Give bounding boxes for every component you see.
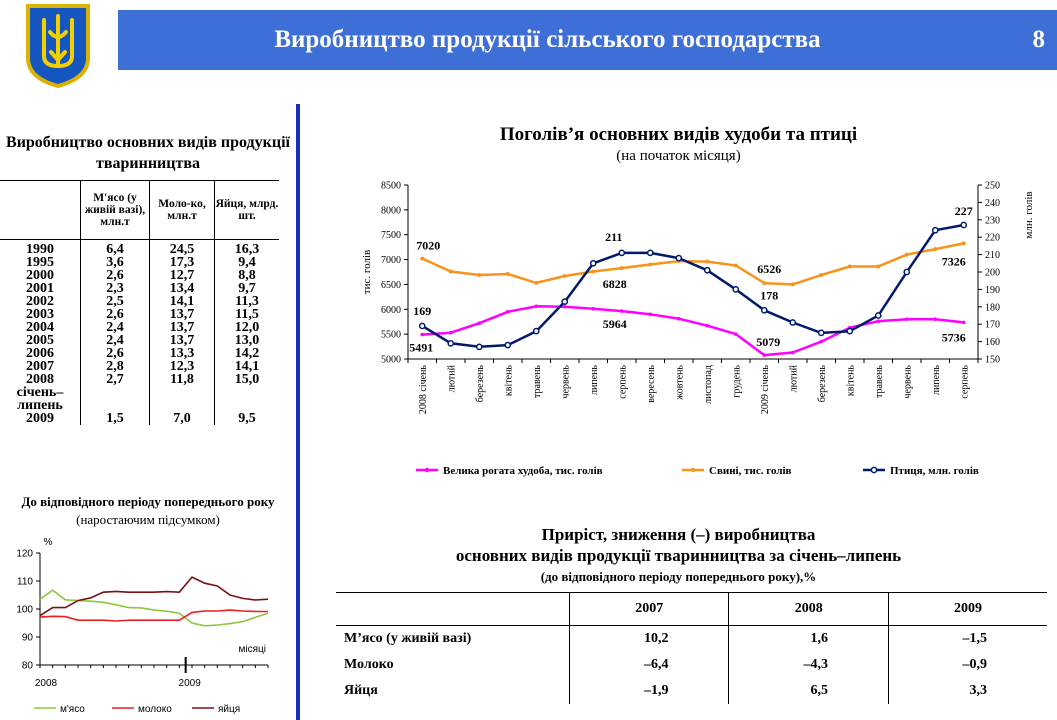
cell-year: 1990: [26, 242, 54, 257]
data-label: 6828: [602, 277, 627, 292]
x-tick-label: 2008 січень: [417, 365, 429, 415]
cattle-point: [563, 305, 567, 309]
cell-eggs: 9,5: [215, 412, 280, 425]
data-label: 169: [413, 303, 432, 318]
mini-legend-label: молоко: [138, 704, 172, 715]
pigs-point: [648, 263, 652, 267]
cell-milk: 13,7: [150, 334, 215, 347]
data-label: 7326: [941, 254, 966, 269]
x-tick-label: серпень: [617, 365, 629, 399]
x-tick-label: квітень: [845, 365, 857, 397]
y-axis-label-right: млн. голів: [1023, 191, 1035, 239]
cell-meat: 2,7: [81, 373, 150, 386]
cell-year: 2002: [26, 294, 54, 309]
y-tick-label-left: 8500: [381, 180, 401, 192]
cattle-point: [677, 317, 681, 321]
pigs-point: [420, 257, 424, 261]
cattle-point: [534, 305, 538, 309]
x-tick-label: березень: [474, 365, 486, 403]
header-banner: [118, 10, 1057, 70]
pigs-point: [534, 281, 538, 285]
production-table: [0, 180, 279, 425]
x-tick-label: липень: [930, 365, 942, 396]
mini-legend-label: м'ясо: [60, 704, 85, 715]
cell-year: 2005: [26, 333, 54, 348]
data-label: 5491: [409, 340, 434, 355]
cattle-point: [506, 310, 510, 314]
legend-label: Велика рогата худоба, тис. голів: [443, 465, 603, 477]
data-label: 227: [954, 204, 973, 219]
cell-milk: 13,3: [150, 347, 215, 360]
cell-milk: 13,7: [150, 308, 215, 321]
main-chart-title: Поголів’я основних видів худоби та птиці: [499, 124, 858, 145]
value-cell: –1,9: [570, 678, 729, 704]
poultry-series-line: [422, 225, 964, 350]
cell-meat: 2,3: [81, 282, 150, 295]
cattle-point: [648, 312, 652, 316]
value-cell: –1,5: [888, 626, 1047, 653]
pigs-point: [449, 270, 453, 274]
pigs-point: [933, 247, 937, 251]
cattle-point: [620, 309, 624, 313]
ukraine-coat-of-arms-icon: [24, 2, 92, 88]
data-label: 5964: [602, 317, 627, 332]
data-label: 5079: [756, 335, 781, 350]
header-cell-2008: 2008: [729, 593, 888, 626]
poultry-point: [705, 268, 710, 273]
mini-x-tick-label: 2009: [178, 678, 201, 689]
legend-label: Свині, тис. голів: [709, 465, 792, 477]
cell-milk: 17,3: [150, 256, 215, 269]
y-tick-label-left: 6000: [381, 304, 401, 316]
poultry-point: [619, 250, 624, 255]
cattle-point: [762, 353, 766, 357]
cell-eggs: 11,3: [215, 295, 280, 308]
legend-label: Птиця, млн. голів: [890, 465, 979, 477]
x-tick-label: лютий: [446, 365, 458, 393]
cattle-point: [819, 340, 823, 344]
cell-milk: 12,3: [150, 360, 215, 373]
pigs-point: [876, 265, 880, 269]
pigs-point: [506, 272, 510, 276]
table-header-row: [0, 181, 279, 240]
mini-y-tick-label: 110: [17, 576, 33, 588]
x-tick-label: серпень: [959, 365, 971, 399]
cell-meat: 2,6: [81, 269, 150, 282]
pigs-point: [819, 273, 823, 277]
y-tick-label-right: 170: [985, 319, 1000, 331]
legend-marker: [691, 468, 695, 472]
header-cell-2007: 2007: [570, 593, 729, 626]
cell-eggs: 12,0: [215, 321, 280, 334]
y-tick-label-right: 240: [985, 197, 1000, 209]
livestock-line-chart: [300, 170, 1057, 490]
data-label: 6526: [757, 262, 782, 277]
growth-table-body: [336, 626, 1047, 705]
cell-year: 1995: [26, 255, 54, 270]
cell-year: 2007: [26, 359, 54, 374]
poultry-point: [591, 261, 596, 266]
y-tick-label-right: 200: [985, 267, 1000, 279]
cell-meat: 2,4: [81, 321, 150, 334]
y-axis-label-left: тис. голів: [361, 249, 373, 295]
cell-meat: 2,8: [81, 360, 150, 373]
y-tick-label-left: 7000: [381, 255, 401, 267]
cell-year: 2000: [26, 268, 54, 283]
cattle-point: [734, 332, 738, 336]
cattle-point: [449, 331, 453, 335]
value-cell: –6,4: [570, 652, 729, 678]
poultry-point: [847, 329, 852, 334]
cell-eggs: 8,8: [215, 269, 280, 282]
header-cell-meat: М'ясо (у живій вазі), млн.т: [81, 181, 150, 240]
y-tick-label-right: 190: [985, 284, 1000, 296]
page-title: Виробництво продукції сільського господарства: [274, 26, 821, 53]
cell-eggs: 9,4: [215, 256, 280, 269]
x-tick-label: червень: [560, 365, 572, 399]
value-cell: –0,9: [888, 652, 1047, 678]
data-label: 7020: [416, 238, 441, 253]
value-cell: 1,6: [729, 626, 888, 653]
pigs-point: [620, 266, 624, 270]
header-cell-empty: [336, 593, 570, 626]
cell-meat: 2,5: [81, 295, 150, 308]
legend-marker: [871, 467, 876, 472]
poultry-point: [933, 228, 938, 233]
header-cell-empty: [0, 181, 81, 240]
growth-table-title: [300, 524, 1057, 566]
x-tick-label: грудень: [731, 365, 743, 398]
cattle-point: [591, 307, 595, 311]
table-row: [336, 678, 1047, 704]
x-tick-label: листопад: [702, 365, 714, 404]
x-tick-label: червень: [902, 365, 914, 399]
cell-eggs: [215, 386, 280, 399]
y-tick-label-right: 220: [985, 232, 1000, 244]
pigs-point: [477, 273, 481, 277]
cell-meat: 3,6: [81, 256, 150, 269]
cell-eggs: 15,0: [215, 373, 280, 386]
poultry-point: [961, 222, 966, 227]
value-cell: 6,5: [729, 678, 888, 704]
cell-milk: 24,5: [150, 243, 215, 256]
production-table-body: [0, 243, 279, 425]
pigs-point: [734, 264, 738, 268]
y-tick-label-right: 230: [985, 215, 1000, 227]
cell-eggs: 13,0: [215, 334, 280, 347]
data-label: 211: [605, 229, 623, 244]
poultry-point: [534, 329, 539, 334]
data-label: 178: [760, 288, 779, 303]
cattle-point: [876, 319, 880, 323]
row-label: Молоко: [344, 657, 394, 672]
row-label: Яйця: [344, 683, 378, 698]
y-tick-label-left: 7500: [381, 230, 401, 242]
mini-y-tick-label: 90: [21, 632, 33, 644]
x-tick-label: травень: [531, 365, 543, 398]
pigs-point: [791, 282, 795, 286]
y-tick-label-left: 5000: [381, 354, 401, 366]
x-tick-label: березень: [816, 365, 828, 403]
main-chart-subtitle: (на початок місяця): [616, 148, 741, 164]
value-cell: 3,3: [888, 678, 1047, 704]
cell-meat: 2,6: [81, 308, 150, 321]
y-tick-label-right: 180: [985, 302, 1000, 314]
cattle-point: [791, 351, 795, 355]
header-cell-2009: 2009: [888, 593, 1047, 626]
cell-milk: 11,8: [150, 373, 215, 386]
poultry-point: [505, 342, 510, 347]
cell-meat: 6,4: [81, 243, 150, 256]
cell-year: січень–: [16, 385, 64, 400]
mini-legend-label: яйця: [218, 704, 241, 715]
pigs-point: [905, 253, 909, 257]
cell-eggs: 11,5: [215, 308, 280, 321]
y-tick-label-right: 150: [985, 354, 1000, 366]
cell-milk: [150, 386, 215, 399]
x-tick-label: вересень: [645, 365, 657, 403]
poultry-point: [762, 308, 767, 313]
table-row: [336, 652, 1047, 678]
y-tick-label-right: 160: [985, 337, 1000, 349]
mini-y-axis-label: %: [43, 537, 53, 548]
y-tick-label-right: 250: [985, 180, 1000, 192]
row-label: М’ясо (у живій вазі): [344, 631, 472, 646]
cell-eggs: 9,7: [215, 282, 280, 295]
value-cell: 10,2: [570, 626, 729, 653]
cell-year: 2006: [26, 346, 54, 361]
header-cell-eggs: Яйця, млрд. шт.: [215, 181, 280, 240]
x-tick-label: 2009 січень: [759, 365, 771, 415]
cell-eggs: 14,1: [215, 360, 280, 373]
cell-milk: 13,4: [150, 282, 215, 295]
mini-y-tick-label: 100: [16, 604, 33, 616]
y-tick-label-right: 210: [985, 250, 1000, 262]
cell-eggs: 14,2: [215, 347, 280, 360]
cell-year: 2009: [26, 411, 54, 426]
cell-meat: [81, 386, 150, 399]
x-tick-label: липень: [588, 365, 600, 396]
poultry-point: [819, 330, 824, 335]
mini-y-tick-label: 80: [21, 660, 33, 672]
cattle-point: [905, 317, 909, 321]
cell-year: 2008: [26, 372, 54, 387]
cell-year: 2003: [26, 307, 54, 322]
poultry-point: [790, 320, 795, 325]
pigs-point: [962, 241, 966, 245]
y-tick-label-left: 6500: [381, 279, 401, 291]
legend-marker: [425, 468, 429, 472]
poultry-point: [676, 255, 681, 260]
cell-milk: 13,7: [150, 321, 215, 334]
table-header-row: [336, 593, 1047, 626]
pigs-point: [563, 274, 567, 278]
header-cell-milk: Моло-ко, млн.т: [150, 181, 215, 240]
left-table-title: Виробництво основних видів продукції тваринництва: [6, 134, 290, 172]
cell-year: 2001: [26, 281, 54, 296]
growth-table-title-line2: основних видів продукції тваринництва за січень–липень: [455, 546, 902, 565]
pigs-point: [762, 281, 766, 285]
mini-chart-title: До відповідного періоду попереднього року: [21, 494, 275, 509]
growth-table: [336, 592, 1047, 704]
cattle-series-line: [422, 306, 964, 355]
poultry-point: [448, 341, 453, 346]
poultry-point: [876, 313, 881, 318]
growth-table-subtitle: (до відповідного періоду попереднього року),%: [540, 569, 817, 584]
cattle-point: [962, 321, 966, 325]
x-tick-label: лютий: [788, 365, 800, 393]
cell-year: липень: [17, 398, 63, 413]
poultry-point: [733, 287, 738, 292]
value-cell: –4,3: [729, 652, 888, 678]
cell-meat: 1,5: [81, 412, 150, 425]
y-tick-label-left: 5500: [381, 329, 401, 341]
data-label: 5736: [941, 330, 966, 345]
pigs-point: [705, 260, 709, 264]
poultry-point: [648, 250, 653, 255]
poultry-point: [904, 269, 909, 274]
cattle-point: [420, 333, 424, 337]
poultry-point: [562, 299, 567, 304]
x-tick-label: травень: [873, 365, 885, 398]
table-row: [336, 626, 1047, 653]
growth-table-title-line1: Приріст, зниження (–) виробництва: [541, 525, 816, 544]
poultry-point: [477, 344, 482, 349]
cattle-point: [705, 324, 709, 328]
cattle-point: [477, 321, 481, 325]
mini-x-axis-label: місяці: [238, 644, 266, 655]
mini-milk-line: [40, 610, 268, 621]
mini-chart-subtitle: (наростаючим підсумком): [76, 512, 220, 527]
pigs-point: [591, 270, 595, 274]
cell-milk: 12,7: [150, 269, 215, 282]
table-row: [0, 412, 279, 425]
x-tick-label: квітень: [503, 365, 515, 397]
cell-year: 2004: [26, 320, 54, 335]
mini-line-chart: [0, 528, 296, 720]
poultry-point: [420, 323, 425, 328]
cell-milk: 14,1: [150, 295, 215, 308]
cattle-point: [933, 317, 937, 321]
page-number: 8: [1032, 26, 1045, 53]
pigs-point: [848, 265, 852, 269]
cell-meat: 2,4: [81, 334, 150, 347]
mini-x-tick-label: 2008: [34, 678, 58, 689]
x-tick-label: жовтень: [674, 365, 686, 400]
cell-meat: 2,6: [81, 347, 150, 360]
cell-eggs: 16,3: [215, 243, 280, 256]
y-tick-label-left: 8000: [381, 205, 401, 217]
cell-milk: 7,0: [150, 412, 215, 425]
mini-y-tick-label: 120: [16, 548, 33, 560]
